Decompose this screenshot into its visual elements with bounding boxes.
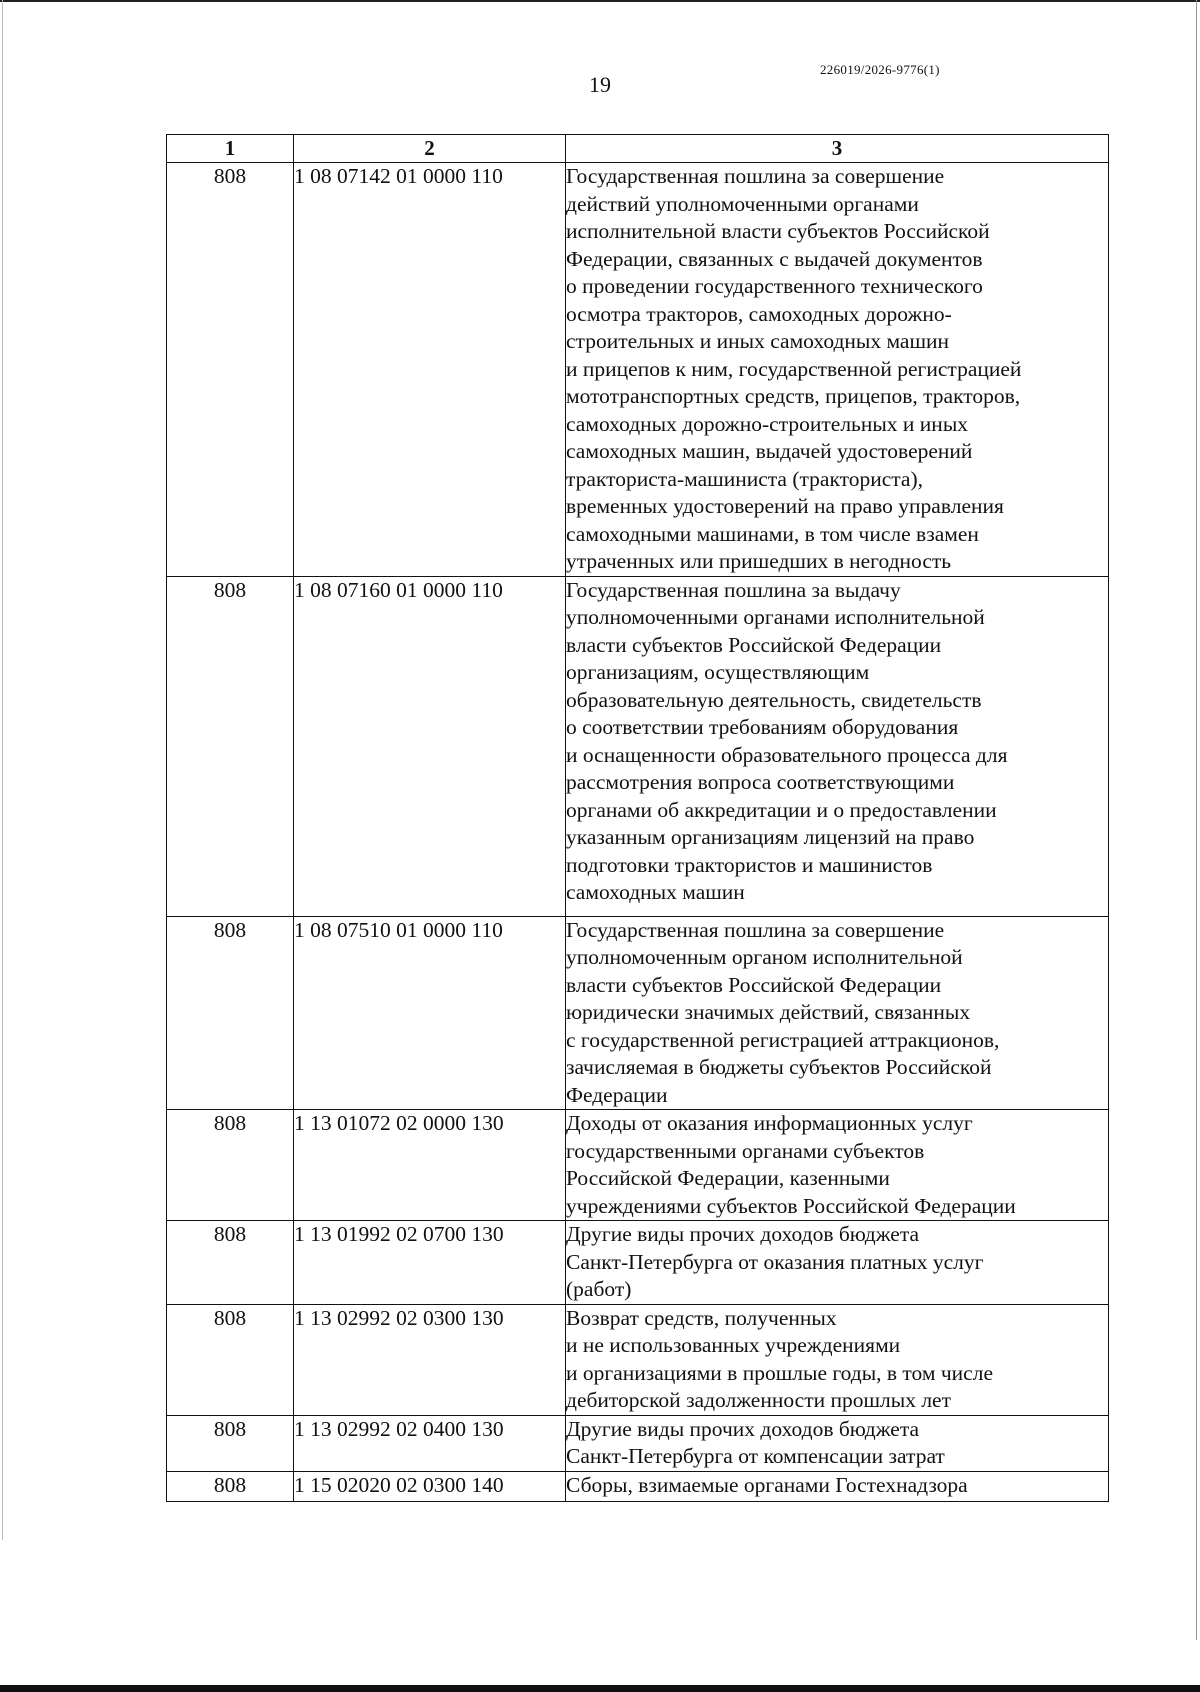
- document-registration-number: 226019/2026-9776(1): [820, 62, 940, 77]
- table-body: [167, 163, 1109, 1502]
- scan-edge-top: [0, 0, 1200, 2]
- description-cell: Другие виды прочих доходов бюджета Санкт-Петербурга от оказания платных услуг (работ): [566, 1221, 1109, 1305]
- column-header-3: 3: [566, 135, 1109, 163]
- admin-code-cell: 808: [167, 163, 294, 577]
- table-row: [167, 1110, 1109, 1221]
- budget-code-cell: 1 13 02992 02 0300 130: [294, 1304, 566, 1415]
- admin-code-cell: 808: [167, 1110, 294, 1221]
- description-cell: Государственная пошлина за выдачу уполномоченными органами исполнительной власти субъектов Российской Федерации организациям, осуществляющим образовательную деятельность, свидетельств о соответствии требованиям оборудования и оснащенности образовательного процесса для рассмотрения вопроса соответствующими органами об аккредитации и о предоставлении указанным организациям лицензий на право подготовки трактористов и машинистов самоходных машин: [566, 576, 1109, 916]
- revenue-codes-table: [166, 134, 1109, 1502]
- admin-code-cell: 808: [167, 1304, 294, 1415]
- budget-code-cell: 1 13 01992 02 0700 130: [294, 1221, 566, 1305]
- table-header-row: [167, 135, 1109, 163]
- column-header-1: 1: [167, 135, 294, 163]
- description-cell: Сборы, взимаемые органами Гостехнадзора: [566, 1471, 1109, 1501]
- description-cell: Государственная пошлина за совершение уполномоченным органом исполнительной власти субъектов Российской Федерации юридически значимых действий, связанных с государственной регистрацией аттракционов, зачисляемая в бюджеты субъектов Российской Федерации: [566, 916, 1109, 1110]
- table-row: [167, 1221, 1109, 1305]
- budget-code-cell: 1 08 07142 01 0000 110: [294, 163, 566, 577]
- budget-code-cell: 1 13 02992 02 0400 130: [294, 1415, 566, 1471]
- budget-code-cell: 1 08 07510 01 0000 110: [294, 916, 566, 1110]
- column-header-2: 2: [294, 135, 566, 163]
- admin-code-cell: 808: [167, 576, 294, 916]
- table-row: [167, 576, 1109, 916]
- table-row: [167, 1304, 1109, 1415]
- description-cell: Возврат средств, полученных и не использованных учреждениями и организациями в прошлые годы, в том числе дебиторской задолженности прошлых лет: [566, 1304, 1109, 1415]
- table-header: [167, 135, 1109, 163]
- admin-code-cell: 808: [167, 916, 294, 1110]
- admin-code-cell: 808: [167, 1221, 294, 1305]
- table-row: [167, 916, 1109, 1110]
- scan-edge-right: [1196, 0, 1197, 1640]
- budget-code-cell: 1 08 07160 01 0000 110: [294, 576, 566, 916]
- admin-code-cell: 808: [167, 1415, 294, 1471]
- page-number: 19: [589, 72, 611, 97]
- description-cell: Государственная пошлина за совершение действий уполномоченными органами исполнительной власти субъектов Российской Федерации, связанных с выдачей документов о проведении государственного технического осмотра тракторов, самоходных дорожно- строительных и иных самоходных машин и прицепов к ним, государственной регистрацией мототранспортных средств, прицепов, тракторов, самоходных дорожно-строительных и иных самоходных машин, выдачей удостоверений тракториста-машиниста (тракториста), временных удостоверений на право управления самоходными машинами, в том числе взамен утраченных или пришедших в негодность: [566, 163, 1109, 577]
- admin-code-cell: 808: [167, 1471, 294, 1501]
- scan-edge-left: [2, 0, 3, 1540]
- description-cell: Доходы от оказания информационных услуг государственными органами субъектов Российской Федерации, казенными учреждениями субъектов Российской Федерации: [566, 1110, 1109, 1221]
- table-row: [167, 163, 1109, 577]
- table-row: [167, 1471, 1109, 1501]
- scan-edge-bottom: [0, 1685, 1200, 1692]
- budget-code-cell: 1 13 01072 02 0000 130: [294, 1110, 566, 1221]
- description-cell: Другие виды прочих доходов бюджета Санкт-Петербурга от компенсации затрат: [566, 1415, 1109, 1471]
- budget-code-cell: 1 15 02020 02 0300 140: [294, 1471, 566, 1501]
- table-row: [167, 1415, 1109, 1471]
